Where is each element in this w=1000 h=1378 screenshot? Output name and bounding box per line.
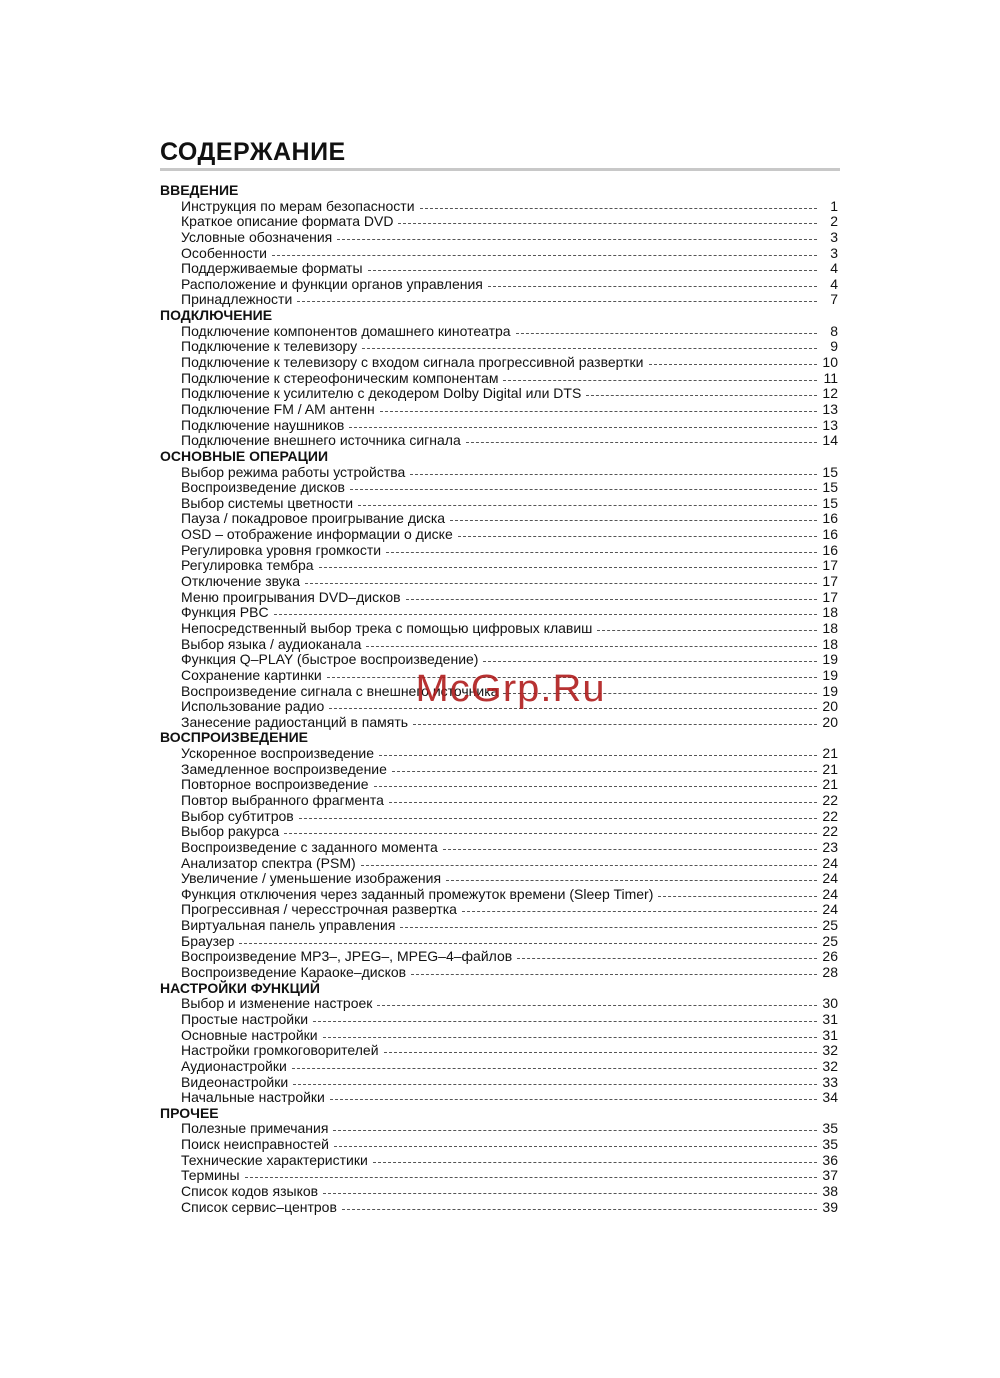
- toc-entry[interactable]: [160, 745, 838, 761]
- toc-entry-page: 15: [822, 463, 838, 480]
- toc-entry-title: Основные настройки: [181, 1026, 318, 1043]
- dot-leader: [313, 1021, 817, 1022]
- toc-entry[interactable]: [160, 1011, 838, 1027]
- toc-entry[interactable]: [160, 776, 838, 792]
- toc-entry[interactable]: [160, 417, 838, 433]
- toc-entry-title: Занесение радиостанций в память: [181, 713, 409, 730]
- toc-entry-title: Воспроизведение сигнала с внешнего источника: [181, 682, 499, 699]
- toc-entry[interactable]: [160, 510, 838, 526]
- dot-leader: [649, 364, 818, 365]
- toc-entry[interactable]: [160, 1027, 838, 1043]
- dot-leader: [333, 1130, 817, 1131]
- toc-entry[interactable]: [160, 1058, 838, 1074]
- toc-entry-page: 32: [822, 1042, 838, 1059]
- toc-entry-page: 24: [822, 885, 838, 902]
- dot-leader: [458, 536, 817, 537]
- toc-entry[interactable]: [160, 651, 838, 667]
- dot-leader: [245, 1177, 817, 1178]
- toc-entry-title: Регулировка уровня громкости: [181, 541, 382, 558]
- section-heading: ВОСПРОИЗВЕДЕНИЕ: [160, 729, 308, 746]
- toc-entry-title: Подключение компонентов домашнего кинотеатра: [181, 322, 511, 339]
- dot-leader: [411, 974, 817, 975]
- dot-leader: [658, 896, 817, 897]
- toc-entry-title: Функция PBC: [181, 604, 269, 621]
- toc-entry-page: 38: [822, 1183, 838, 1199]
- toc-entry-page: 13: [822, 400, 838, 417]
- dot-leader: [292, 1068, 817, 1069]
- dot-leader: [366, 646, 817, 647]
- toc-entry[interactable]: [160, 886, 838, 902]
- toc-entry-title: Повторное воспроизведение: [181, 776, 369, 793]
- toc-entry-page: 23: [822, 838, 838, 855]
- dot-leader: [342, 1209, 817, 1210]
- dot-leader: [305, 583, 817, 584]
- toc-entry-page: 19: [822, 666, 838, 683]
- toc-entry-title: Подключение внешнего источника сигнала: [181, 432, 461, 449]
- dot-leader: [337, 239, 817, 240]
- toc-entry[interactable]: [160, 870, 838, 886]
- dot-leader: [299, 818, 817, 819]
- toc-entry-title: Воспроизведение дисков: [181, 479, 345, 496]
- toc-entry-page: 21: [822, 776, 838, 793]
- dot-leader: [379, 755, 817, 756]
- toc-entry-title: Подключение к усилителю с декодером Dolby Digital или DTS: [181, 385, 582, 402]
- toc-entry[interactable]: [160, 917, 838, 933]
- dot-leader: [330, 1099, 817, 1100]
- toc-entry-title: Замедленное воспроизведение: [181, 760, 387, 777]
- toc-entry-title: Анализатор спектра (PSM): [181, 854, 356, 871]
- toc-entry[interactable]: [160, 808, 838, 824]
- toc-entry-title: Подключение к телевизору: [181, 338, 358, 355]
- dot-leader: [597, 630, 817, 631]
- dot-leader: [517, 958, 817, 959]
- dot-leader: [361, 865, 817, 866]
- page-title: СОДЕРЖАНИЕ: [160, 138, 346, 166]
- toc-entry[interactable]: [160, 604, 838, 620]
- dot-leader: [389, 802, 817, 803]
- toc-entry[interactable]: [160, 464, 838, 480]
- toc-entry-title: Подключение к телевизору с входом сигнала прогрессивной развертки: [181, 354, 644, 371]
- toc-entry-page: 16: [822, 510, 838, 527]
- toc-entry-title: Список кодов языков: [181, 1183, 319, 1199]
- dot-leader: [349, 427, 817, 428]
- toc-entry-title: Выбор языка / аудиоканала: [181, 635, 362, 652]
- toc-entry-page: 32: [822, 1057, 838, 1074]
- section-heading: ПОДКЛЮЧЕНИЕ: [160, 307, 273, 324]
- toc-entry-title: Полезные примечания: [181, 1120, 329, 1137]
- toc-entry-page: 16: [822, 541, 838, 558]
- toc-entry-page: 24: [822, 854, 838, 871]
- toc-entry-page: 26: [822, 948, 838, 965]
- toc-entry[interactable]: [160, 964, 838, 980]
- toc-entry-title: Видеонастройки: [181, 1073, 289, 1090]
- toc-entry-title: Поддерживаемые форматы: [181, 260, 363, 277]
- toc-entry[interactable]: [160, 432, 838, 448]
- toc-entry-page: 18: [822, 619, 838, 636]
- dot-leader: [420, 208, 817, 209]
- toc-entry-page: 36: [822, 1151, 838, 1168]
- toc-entry-title: Прогрессивная / чересстрочная развертка: [181, 901, 457, 918]
- watermark: McGrp.Ru: [415, 668, 606, 710]
- toc-entry[interactable]: [160, 213, 838, 229]
- dot-leader: [334, 1146, 817, 1147]
- dot-leader: [488, 286, 817, 287]
- toc-entry-page: 13: [822, 416, 838, 433]
- toc-entry[interactable]: [160, 401, 838, 417]
- toc-entry-title: Особенности: [181, 244, 267, 261]
- toc-entry[interactable]: [160, 1199, 838, 1215]
- toc-entry[interactable]: [160, 839, 838, 855]
- dot-leader: [516, 333, 817, 334]
- toc-entry-title: Выбор субтитров: [181, 807, 294, 824]
- toc-entry-title: Виртуальная панель управления: [181, 917, 396, 934]
- toc-entry-title: Увеличение / уменьшение изображения: [181, 870, 442, 887]
- toc-entry[interactable]: [160, 338, 838, 354]
- dot-leader: [443, 849, 817, 850]
- dot-leader: [503, 380, 817, 381]
- toc-entry-page: 18: [822, 604, 838, 621]
- toc-entry-title: Принадлежности: [181, 291, 293, 308]
- toc-entry-title: Поиск неисправностей: [181, 1136, 329, 1153]
- toc-entry[interactable]: [160, 354, 838, 370]
- dot-leader: [239, 943, 817, 944]
- toc-entry-title: Функция отключения через заданный промежуток времени (Sleep Timer): [181, 885, 654, 902]
- toc-entry-page: 9: [830, 338, 838, 355]
- toc-entry-page: 15: [822, 494, 838, 511]
- dot-leader: [398, 223, 817, 224]
- toc-entry-title: Настройки громкоговорителей: [181, 1042, 379, 1059]
- section-heading: ОСНОВНЫЕ ОПЕРАЦИИ: [160, 447, 329, 464]
- toc-entry-title: Выбор режима работы устройства: [181, 463, 406, 480]
- toc-entry[interactable]: [160, 792, 838, 808]
- toc-entry-title: Браузер: [181, 932, 235, 949]
- toc-entry-title: Технические характеристики: [181, 1151, 368, 1168]
- toc-entry-page: 19: [822, 682, 838, 699]
- toc-entry[interactable]: [160, 573, 838, 589]
- dot-leader: [358, 505, 817, 506]
- toc-entry-page: 1: [830, 197, 838, 214]
- toc-entry[interactable]: [160, 526, 838, 542]
- toc-entry-page: 37: [822, 1167, 838, 1184]
- toc-entry-page: 2: [830, 213, 838, 230]
- section-heading: ПРОЧЕЕ: [160, 1104, 219, 1121]
- toc-entry-page: 28: [822, 964, 838, 981]
- dot-leader: [466, 442, 817, 443]
- section-heading: ВВЕДЕНИЕ: [160, 182, 239, 198]
- toc-entry-page: 15: [822, 479, 838, 496]
- toc-entry-title: Сохранение картинки: [181, 666, 322, 683]
- dot-leader: [483, 661, 817, 662]
- toc-entry[interactable]: [160, 557, 838, 573]
- toc-entry-page: 20: [822, 698, 838, 715]
- toc-entry-title: Повтор выбранного фрагмента: [181, 791, 384, 808]
- toc-entry[interactable]: [160, 479, 838, 495]
- dot-leader: [374, 786, 817, 787]
- dot-leader: [462, 911, 817, 912]
- toc-entry[interactable]: [160, 1167, 838, 1183]
- toc-entry[interactable]: [160, 620, 838, 636]
- toc-entry-title: Выбор ракурса: [181, 823, 280, 840]
- toc-entry-title: Подключение FM / AM антенн: [181, 400, 375, 417]
- toc-entry[interactable]: [160, 1074, 838, 1090]
- toc-entry[interactable]: [160, 198, 838, 214]
- toc-entry[interactable]: [160, 589, 838, 605]
- toc-entry-page: 30: [822, 995, 838, 1012]
- toc-entry-page: 25: [822, 932, 838, 949]
- toc-entry-page: 19: [822, 651, 838, 668]
- dot-leader: [413, 724, 817, 725]
- toc-entry-title: Аудионастройки: [181, 1057, 287, 1074]
- toc-entry-page: 17: [822, 573, 838, 590]
- section-heading: НАСТРОЙКИ ФУНКЦИЙ: [160, 979, 320, 996]
- toc-entry-title: Список сервис–центров: [181, 1198, 337, 1215]
- toc-entry[interactable]: [160, 245, 838, 261]
- toc-entry-page: 22: [822, 823, 838, 840]
- toc-entry-title: Меню проигрывания DVD–дисков: [181, 588, 401, 605]
- toc-entry[interactable]: [160, 761, 838, 777]
- toc-entry-page: 11: [823, 369, 838, 386]
- toc-entry-title: Начальные настройки: [181, 1089, 325, 1106]
- dot-leader: [272, 255, 817, 256]
- toc-entry-page: 22: [822, 807, 838, 824]
- toc-entry-page: 8: [830, 322, 838, 339]
- dot-leader: [406, 599, 817, 600]
- toc-entry-title: Функция Q–PLAY (быстрое воспроизведение): [181, 651, 479, 668]
- toc-entry-title: Простые настройки: [181, 1010, 309, 1027]
- toc-entry-page: 7: [830, 291, 838, 308]
- toc-entry[interactable]: [160, 636, 838, 652]
- dot-leader: [380, 411, 817, 412]
- toc-entry[interactable]: [160, 1152, 838, 1168]
- toc-entry-page: 25: [822, 917, 838, 934]
- toc-entry[interactable]: [160, 260, 838, 276]
- toc-entry-page: 10: [822, 354, 838, 371]
- toc-entry-title: Пауза / покадровое проигрывание диска: [181, 510, 446, 527]
- toc-entry-title: OSD – отображение информации о диске: [181, 526, 453, 543]
- dot-leader: [368, 270, 817, 271]
- toc-entry-title: Подключение наушников: [181, 416, 345, 433]
- toc-entry-title: Инструкция по мерам безопасности: [181, 197, 415, 214]
- toc-entry-title: Выбор и изменение настроек: [181, 995, 373, 1012]
- toc-entry-page: 21: [822, 745, 838, 762]
- dot-leader: [373, 1162, 817, 1163]
- toc-entry-page: 16: [822, 526, 838, 543]
- dot-leader: [323, 1193, 817, 1194]
- toc-entry-title: Расположение и функции органов управления: [181, 275, 483, 292]
- dot-leader: [319, 567, 817, 568]
- toc-entry-page: 33: [822, 1073, 838, 1090]
- toc-entry-title: Воспроизведение с заданного момента: [181, 838, 438, 855]
- toc-entry-page: 12: [822, 385, 838, 402]
- toc-entry[interactable]: [160, 229, 838, 245]
- toc-entry-page: 31: [822, 1026, 838, 1043]
- toc-entry-page: 22: [822, 791, 838, 808]
- dot-leader: [384, 1052, 817, 1053]
- dot-leader: [586, 395, 817, 396]
- toc-entry[interactable]: [160, 933, 838, 949]
- toc-entry[interactable]: [160, 542, 838, 558]
- toc-entry[interactable]: [160, 901, 838, 917]
- toc-entry-page: 24: [822, 901, 838, 918]
- toc-entry[interactable]: [160, 495, 838, 511]
- toc-entry[interactable]: [160, 1183, 838, 1199]
- toc-entry-title: Воспроизведение MP3–, JPEG–, MPEG–4–файлов: [181, 948, 513, 965]
- toc-entry-title: Термины: [181, 1167, 240, 1184]
- toc-entry-page: 3: [830, 228, 838, 245]
- toc-entry[interactable]: [160, 823, 838, 839]
- toc-entry[interactable]: [160, 385, 838, 401]
- dot-leader: [392, 771, 817, 772]
- dot-leader: [386, 552, 817, 553]
- toc-entry[interactable]: [160, 1120, 838, 1136]
- toc-entry[interactable]: [160, 1042, 838, 1058]
- toc-entry-page: 17: [822, 588, 838, 605]
- dot-leader: [293, 1084, 817, 1085]
- toc-entry-title: Отключение звука: [181, 573, 301, 590]
- toc-entry[interactable]: [160, 276, 838, 292]
- toc-entry-title: Воспроизведение Караоке–дисков: [181, 964, 407, 981]
- toc-entry-page: 20: [822, 713, 838, 730]
- toc-entry-title: Регулировка тембра: [181, 557, 314, 574]
- dot-leader: [400, 927, 817, 928]
- dot-leader: [410, 474, 817, 475]
- toc-entry-page: 24: [822, 870, 838, 887]
- toc-entry[interactable]: [160, 1136, 838, 1152]
- dot-leader: [284, 833, 817, 834]
- toc-entry-page: 35: [822, 1120, 838, 1137]
- toc-entry[interactable]: [160, 1089, 838, 1105]
- toc-entry-page: 39: [822, 1198, 838, 1215]
- toc-entry-page: 31: [822, 1010, 838, 1027]
- dot-leader: [450, 520, 817, 521]
- toc-entry[interactable]: [160, 995, 838, 1011]
- toc-entry-title: Краткое описание формата DVD: [181, 213, 394, 230]
- toc-entry[interactable]: [160, 370, 838, 386]
- dot-leader: [350, 489, 817, 490]
- toc-entry-page: 21: [822, 760, 838, 777]
- toc-entry-page: 3: [830, 244, 838, 261]
- toc-entry-page: 34: [822, 1089, 838, 1106]
- toc-entry-title: Выбор системы цветности: [181, 494, 354, 511]
- toc-entry-title: Ускоренное воспроизведение: [181, 745, 375, 762]
- dot-leader: [377, 1005, 817, 1006]
- toc-entry-page: 4: [830, 260, 838, 277]
- toc-entry-title: Условные обозначения: [181, 228, 333, 245]
- dot-leader: [446, 880, 817, 881]
- toc-entry-page: 18: [822, 635, 838, 652]
- title-divider: [160, 168, 840, 171]
- toc-entry-title: Непосредственный выбор трека с помощью цифровых клавиш: [181, 619, 593, 636]
- toc-entry[interactable]: [160, 714, 838, 730]
- toc-entry-title: Подключение к стереофоническим компонентам: [181, 369, 499, 386]
- toc-entry-page: 35: [822, 1136, 838, 1153]
- toc-entry[interactable]: [160, 291, 838, 307]
- dot-leader: [297, 301, 817, 302]
- toc-entry-page: 14: [822, 432, 838, 449]
- toc-entry-title: Использование радио: [181, 698, 325, 715]
- dot-leader: [274, 614, 817, 615]
- toc-entry[interactable]: [160, 855, 838, 871]
- toc-entry[interactable]: [160, 948, 838, 964]
- toc-entry-page: 4: [830, 275, 838, 292]
- toc-entry-page: 17: [822, 557, 838, 574]
- dot-leader: [362, 348, 817, 349]
- toc-entry[interactable]: [160, 323, 838, 339]
- dot-leader: [323, 1037, 817, 1038]
